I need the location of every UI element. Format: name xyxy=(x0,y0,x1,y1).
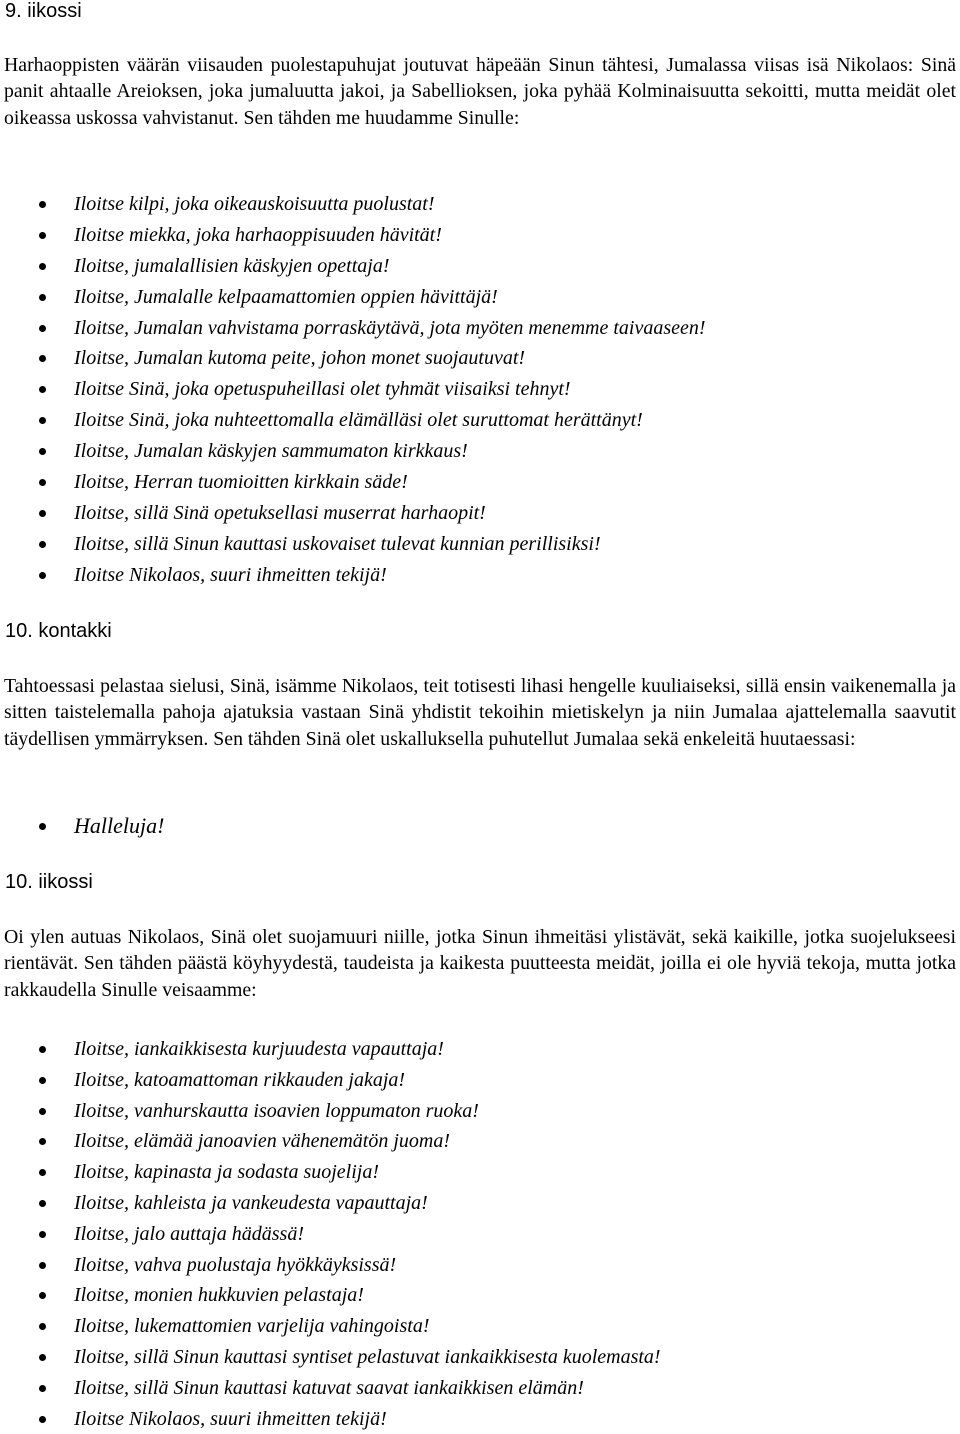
list-item: Iloitse Sinä, joka opetuspuheillasi olet tyhmät viisaiksi tehnyt! xyxy=(0,374,960,405)
list-item: Iloitse, Jumalan kutoma peite, johon monet suojautuvat! xyxy=(0,343,960,374)
list-item: Iloitse, sillä Sinä opetuksellasi muserrat harhaopit! xyxy=(0,498,960,529)
list-item: Iloitse Sinä, joka nuhteettomalla elämälläsi olet suruttomat herättänyt! xyxy=(0,405,960,436)
list-item: Iloitse, jumalallisien käskyjen opettaja! xyxy=(0,251,960,282)
list-item: Iloitse, vanhurskautta isoavien loppumaton ruoka! xyxy=(0,1096,960,1127)
list-item: Halleluja! xyxy=(0,809,960,843)
list-item: Iloitse, vahva puolustaja hyökkäyksissä! xyxy=(0,1250,960,1281)
list-item: Iloitse, monien hukkuvien pelastaja! xyxy=(0,1280,960,1311)
invocation-list xyxy=(0,1034,960,1434)
list-item: Iloitse kilpi, joka oikeauskoisuutta puolustat! xyxy=(0,189,960,220)
list-item: Iloitse, sillä Sinun kauttasi uskovaiset tulevat kunnian perillisiksi! xyxy=(0,529,960,560)
list-item: Iloitse, Herran tuomioitten kirkkain säde! xyxy=(0,467,960,498)
list-item: Iloitse, Jumalalle kelpaamattomien oppien hävittäjä! xyxy=(0,282,960,313)
section-paragraph: Harhaoppisten väärän viisauden puolestapuhujat joutuvat häpeään Sinun tähtesi, Jumalassa viisas isä Nikolaos: Sinä panit ahtaalle Areioksen, joka jumaluutta jakoi, ja Sabellioksen, joka pyhää Kolminaisuutta sekoitti, mutta meidät olet oikeassa uskossa vahvistanut. Sen tähden me huudamme Sinulle: xyxy=(4,54,956,129)
list-item: Iloitse, jalo auttaja hädässä! xyxy=(0,1219,960,1250)
list-item: Iloitse, kahleista ja vankeudesta vapauttaja! xyxy=(0,1188,960,1219)
list-item: Iloitse, sillä Sinun kauttasi katuvat saavat iankaikkisen elämän! xyxy=(0,1373,960,1404)
list-item: Iloitse, sillä Sinun kauttasi syntiset pelastuvat iankaikkisesta kuolemasta! xyxy=(0,1342,960,1373)
section-paragraph: Tahtoessasi pelastaa sielusi, Sinä, isämme Nikolaos, teit totisesti lihasi hengelle kuuliaiseksi, sillä ensin vaikenemalla ja sitten taistelemalla pahoja ajatuksia vastaan Sinä yhdistit tekoihin mietiskelyn ja niin Jumalaa ajattelemalla saavutit täydellisen ymmärryksen. Sen tähden Sinä olet uskalluksella puhutellut Jumalaa sekä enkeleitä huutaessasi: xyxy=(4,675,956,750)
invocation-list xyxy=(0,809,960,843)
list-item: Iloitse, elämää janoavien vähenemätön juoma! xyxy=(0,1126,960,1157)
section-heading: 10. iikossi xyxy=(5,871,93,893)
section-paragraph: Oi ylen autuas Nikolaos, Sinä olet suojamuuri niille, jotka Sinun ihmeitäsi ylistävät, sekä kaikille, jotka suojelukseesi rientävät. Sen tähden päästä köyhyydestä, taudeista ja kaikesta puutteesta meidät, joilla ei ole hyviä tekoja, mutta jotka rakkaudella Sinulle veisaamme: xyxy=(4,926,956,1001)
list-item: Iloitse, Jumalan vahvistama porraskäytävä, jota myöten menemme taivaaseen! xyxy=(0,313,960,344)
list-item: Iloitse, lukemattomien varjelija vahingoista! xyxy=(0,1311,960,1342)
list-item: Iloitse miekka, joka harhaoppisuuden hävität! xyxy=(0,220,960,251)
list-item: Iloitse, katoamattoman rikkauden jakaja! xyxy=(0,1065,960,1096)
list-item: Iloitse Nikolaos, suuri ihmeitten tekijä! xyxy=(0,1404,960,1434)
section-heading: 9. iikossi xyxy=(5,0,82,22)
section-heading: 10. kontakki xyxy=(5,620,112,642)
list-item: Iloitse, kapinasta ja sodasta suojelija! xyxy=(0,1157,960,1188)
invocation-list xyxy=(0,189,960,591)
list-item: Iloitse Nikolaos, suuri ihmeitten tekijä! xyxy=(0,560,960,591)
list-item: Iloitse, Jumalan käskyjen sammumaton kirkkaus! xyxy=(0,436,960,467)
list-item: Iloitse, iankaikkisesta kurjuudesta vapauttaja! xyxy=(0,1034,960,1065)
